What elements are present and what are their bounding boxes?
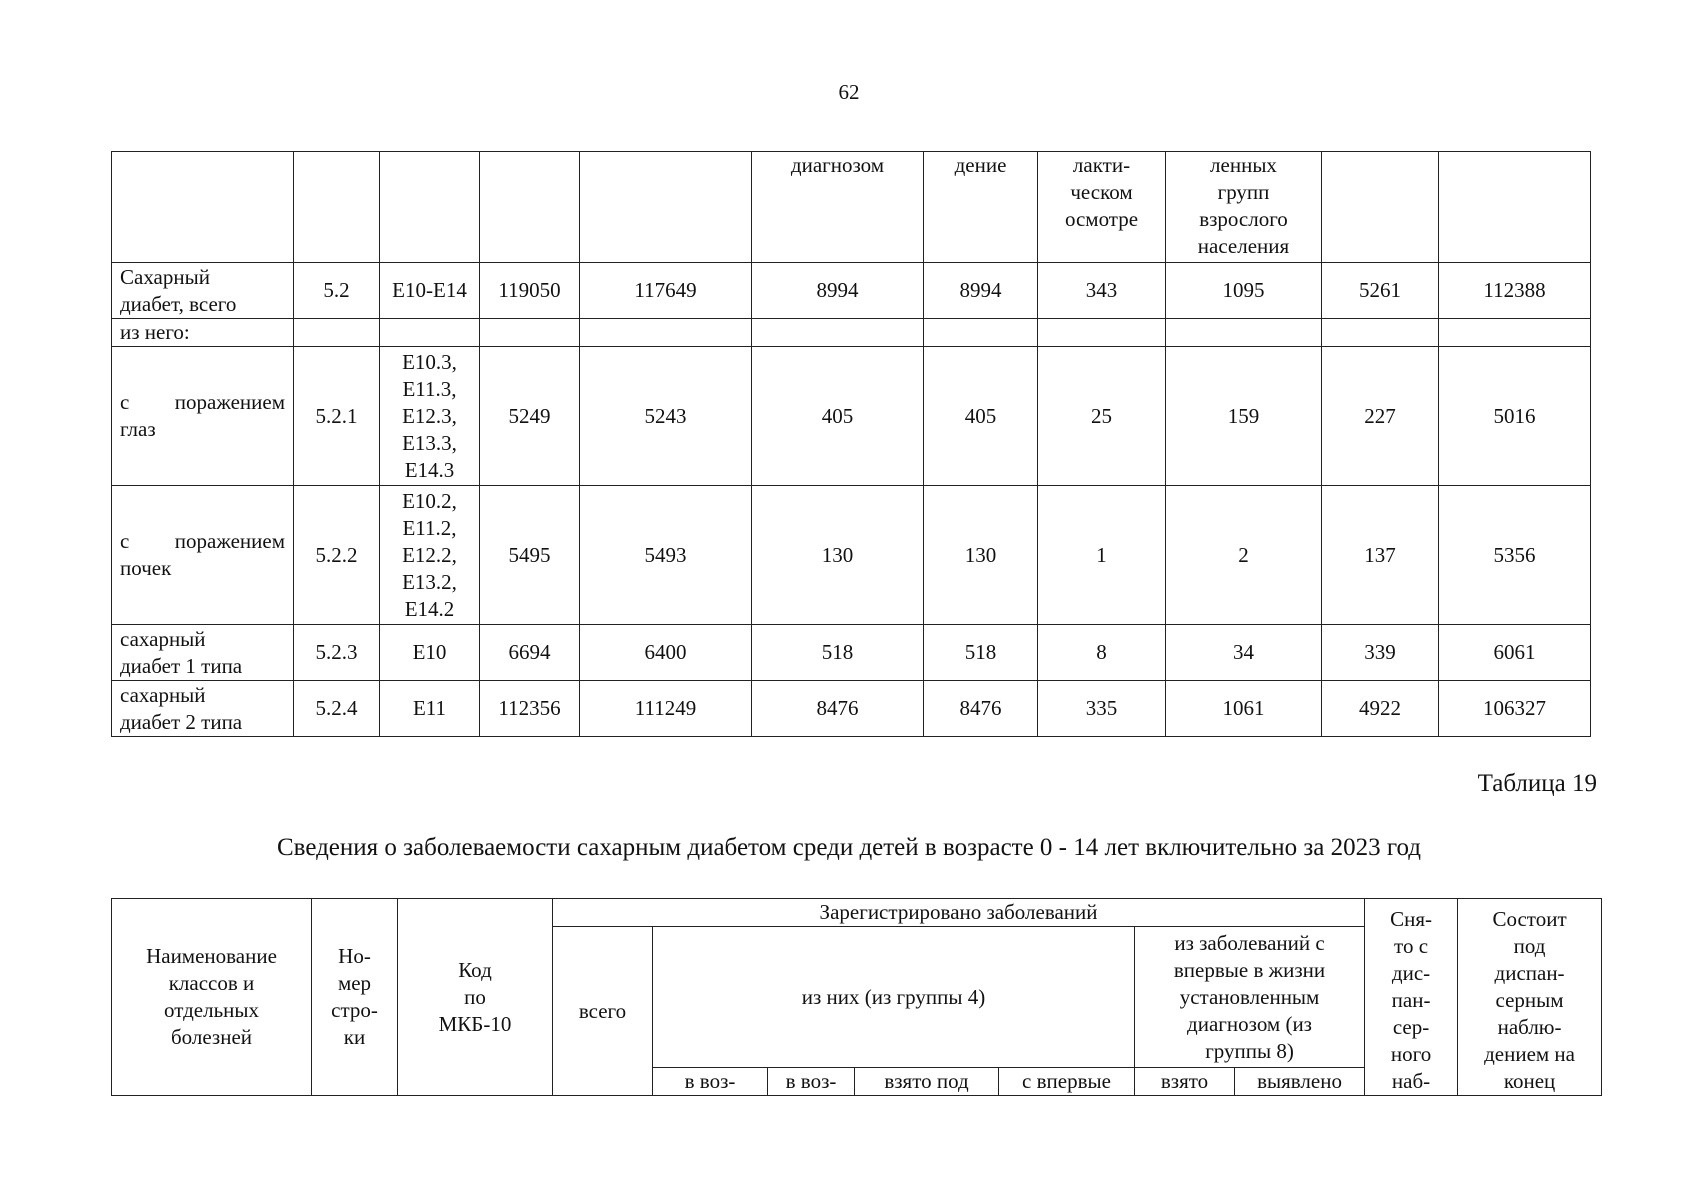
row-line-number: 5.2.2 xyxy=(294,486,380,625)
header-registered: Зарегистрировано заболеваний xyxy=(553,899,1365,927)
table-header-row xyxy=(112,152,1591,263)
cell: 112356 xyxy=(480,681,580,737)
cell: 8 xyxy=(1038,625,1166,681)
header-name: Наименование классов и отдельных болезней xyxy=(112,899,312,1096)
cell: 5016 xyxy=(1439,347,1591,486)
header-cell xyxy=(1439,152,1591,263)
cell: 518 xyxy=(752,625,924,681)
header-icd-code: Код по МКБ-10 xyxy=(398,899,553,1096)
cell xyxy=(924,319,1038,347)
row-name: Сахарный диабет, всего xyxy=(112,263,294,319)
table-row xyxy=(112,263,1591,319)
row-icd-code: E10.3, E11.3, E12.3, E13.3, E14.3 xyxy=(380,347,480,486)
row-line-number: 5.2.4 xyxy=(294,681,380,737)
cell: 1061 xyxy=(1166,681,1322,737)
row-icd-code: E10 xyxy=(380,625,480,681)
cell: 5493 xyxy=(580,486,752,625)
row-line-number: 5.2.1 xyxy=(294,347,380,486)
header-total: всего xyxy=(553,927,653,1096)
cell xyxy=(1439,319,1591,347)
cell: 6694 xyxy=(480,625,580,681)
header-line-number: Но- мер стро- ки xyxy=(312,899,398,1096)
cell: 335 xyxy=(1038,681,1166,737)
sub-header: с впервые xyxy=(999,1068,1135,1096)
header-cell xyxy=(294,152,380,263)
header-cell: ленных групп взрослого населения xyxy=(1166,152,1322,263)
table-row xyxy=(112,681,1591,737)
header-cell: диагнозом xyxy=(752,152,924,263)
cell: 111249 xyxy=(580,681,752,737)
cell xyxy=(1322,319,1439,347)
table-diabetes-adults xyxy=(111,151,1591,737)
cell: 5495 xyxy=(480,486,580,625)
cell: 119050 xyxy=(480,263,580,319)
cell: 130 xyxy=(752,486,924,625)
row-name: с поражением глаз xyxy=(112,347,294,486)
header-cell xyxy=(1322,152,1439,263)
table-row xyxy=(112,347,1591,486)
row-icd-code: E11 xyxy=(380,681,480,737)
cell: 343 xyxy=(1038,263,1166,319)
cell: 405 xyxy=(924,347,1038,486)
row-icd-code xyxy=(380,319,480,347)
cell: 8476 xyxy=(752,681,924,737)
cell xyxy=(1166,319,1322,347)
cell: 137 xyxy=(1322,486,1439,625)
table-diabetes-children xyxy=(111,898,1602,1096)
cell: 2 xyxy=(1166,486,1322,625)
cell: 159 xyxy=(1166,347,1322,486)
page-number: 62 xyxy=(838,80,860,104)
row-icd-code: E10.2, E11.2, E12.2, E13.2, E14.2 xyxy=(380,486,480,625)
header-cell: лакти- ческом осмотре xyxy=(1038,152,1166,263)
sub-header: в воз- xyxy=(768,1068,855,1096)
sub-header: выявлено xyxy=(1235,1068,1365,1096)
table-label: Таблица 19 xyxy=(1477,770,1597,797)
cell: 34 xyxy=(1166,625,1322,681)
row-icd-code: E10-E14 xyxy=(380,263,480,319)
row-name: с поражением почек xyxy=(112,486,294,625)
cell: 8476 xyxy=(924,681,1038,737)
cell: 8994 xyxy=(752,263,924,319)
header-cell xyxy=(480,152,580,263)
header-cell xyxy=(380,152,480,263)
header-removed: Сня- то с дис- пан- сер- ного наб- xyxy=(1365,899,1458,1096)
cell: 5243 xyxy=(580,347,752,486)
cell: 6061 xyxy=(1439,625,1591,681)
cell: 339 xyxy=(1322,625,1439,681)
cell: 112388 xyxy=(1439,263,1591,319)
cell: 106327 xyxy=(1439,681,1591,737)
cell xyxy=(480,319,580,347)
cell: 1095 xyxy=(1166,263,1322,319)
table-row xyxy=(112,486,1591,625)
header-of-them: из них (из группы 4) xyxy=(653,927,1135,1068)
header-under-observation: Состоит под диспан- серным наблю- дением на конец xyxy=(1458,899,1602,1096)
sub-header: взято xyxy=(1135,1068,1235,1096)
row-line-number: 5.2 xyxy=(294,263,380,319)
table-row xyxy=(112,319,1591,347)
cell xyxy=(1038,319,1166,347)
cell: 5249 xyxy=(480,347,580,486)
cell: 518 xyxy=(924,625,1038,681)
cell: 5261 xyxy=(1322,263,1439,319)
sub-header: взято под xyxy=(855,1068,999,1096)
table-row xyxy=(112,625,1591,681)
cell: 130 xyxy=(924,486,1038,625)
table-header-row xyxy=(112,899,1602,927)
cell: 25 xyxy=(1038,347,1166,486)
row-name: из него: xyxy=(112,319,294,347)
cell xyxy=(752,319,924,347)
table-title: Сведения о заболеваемости сахарным диабетом среди детей в возрасте 0 - 14 лет включительно за 2023 год xyxy=(276,834,1421,861)
cell xyxy=(580,319,752,347)
header-cell: дение xyxy=(924,152,1038,263)
row-name: сахарный диабет 2 типа xyxy=(112,681,294,737)
header-first-time: из заболеваний с впервые в жизни установленным диагнозом (из группы 8) xyxy=(1135,927,1365,1068)
row-name: сахарный диабет 1 типа xyxy=(112,625,294,681)
cell: 227 xyxy=(1322,347,1439,486)
cell: 1 xyxy=(1038,486,1166,625)
header-cell xyxy=(112,152,294,263)
row-line-number xyxy=(294,319,380,347)
row-line-number: 5.2.3 xyxy=(294,625,380,681)
cell: 117649 xyxy=(580,263,752,319)
cell: 405 xyxy=(752,347,924,486)
cell: 6400 xyxy=(580,625,752,681)
header-cell xyxy=(580,152,752,263)
cell: 5356 xyxy=(1439,486,1591,625)
cell: 8994 xyxy=(924,263,1038,319)
cell: 4922 xyxy=(1322,681,1439,737)
sub-header: в воз- xyxy=(653,1068,768,1096)
